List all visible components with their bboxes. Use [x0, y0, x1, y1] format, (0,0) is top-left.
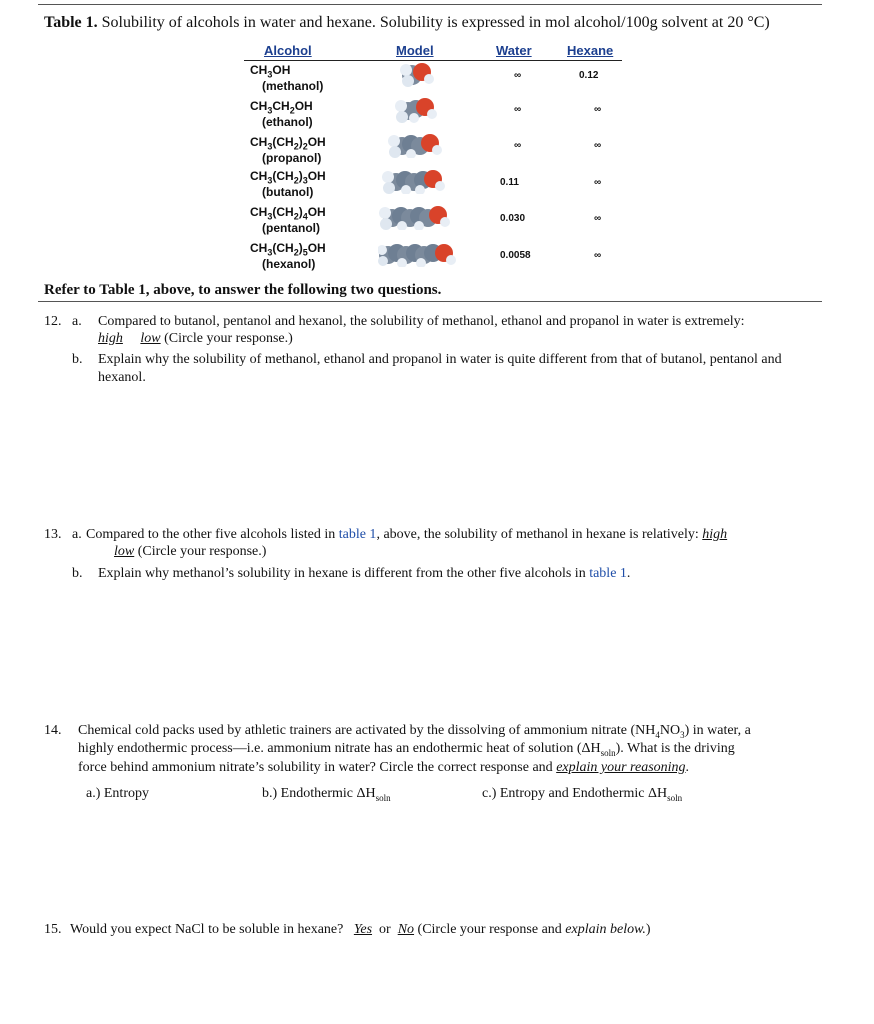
instruction-rule: [38, 301, 822, 302]
water-ethanol: ∞: [514, 104, 522, 115]
water-hexanol: 0.0058: [500, 250, 531, 261]
q14-number: 14.: [44, 723, 62, 738]
water-pentanol: 0.030: [500, 213, 526, 224]
q13-b-text-start: Explain why methanol’s solubility in hexane is different from the other five alcohols in: [98, 566, 586, 581]
header-hexane: Hexane: [567, 43, 614, 58]
q12-option-low[interactable]: low: [140, 331, 161, 346]
hexane-propanol: ∞: [594, 140, 602, 151]
q13-a-text-start: Compared to the other five alcohols listed in: [86, 527, 336, 542]
q15-option-yes[interactable]: Yes: [353, 922, 373, 937]
water-propanol: ∞: [514, 140, 522, 151]
formula-ethanol: [250, 100, 313, 128]
formula-text: $CH_3(CH_2)_2OH$: [250, 135, 326, 152]
butanol-model: [378, 168, 464, 194]
q13-a-label: a.: [72, 527, 82, 542]
formula-text: $CH_3(CH_2)_5OH$: [250, 241, 326, 258]
header-rule: [244, 60, 622, 61]
water-butanol: 0.11: [500, 177, 519, 188]
propanol-model: [378, 132, 464, 158]
formula-hexanol: [250, 242, 326, 270]
q15-question: Would you expect NaCl to be soluble in hexane?: [70, 922, 344, 937]
header-model: Model: [396, 43, 434, 58]
q13-b-text: [98, 565, 630, 583]
table-caption: [44, 14, 770, 32]
q14-line-1: Chemical cold packs used by athletic trainers are activated by the dissolving of ammonium nitrate $(NH_4NO_3)$ in water, a: [78, 723, 751, 740]
q13-a-text: [86, 526, 727, 544]
hexane-methanol: 0.12: [579, 70, 599, 81]
q12-b-text: Explain why the solubility of methanol, ethanol and propanol in water is quite different from that of butanol, pentanol and hexanol.: [98, 352, 782, 385]
q14-line-2: highly endothermic process—i.e. ammonium nitrate has an endothermic heat of solution $(\Delta H_{soln})$. What is the driving: [78, 741, 735, 758]
q14-explain-emphasis: explain your reasoning: [556, 760, 686, 775]
q14-option-a[interactable]: a.) Entropy: [86, 786, 149, 801]
formula-propanol: [250, 136, 326, 164]
q13-a-options: [114, 543, 266, 561]
alcohol-name: (butanol): [262, 185, 314, 200]
q14-option-b[interactable]: b.) Endothermic $\Delta H_{soln}$: [262, 786, 391, 803]
hexane-pentanol: ∞: [594, 213, 602, 224]
formula-text: $CH_3CH_2OH$: [250, 99, 313, 116]
q13-option-high[interactable]: high: [702, 527, 728, 542]
q15-text: Would you expect NaCl to be soluble in hexane? Yes or No (Circle your response and explain below.): [70, 922, 651, 937]
q12-a-label: a.: [72, 314, 82, 329]
ethanol-model: [378, 97, 464, 123]
q13-option-low[interactable]: low: [114, 544, 135, 559]
q13-b-end: .: [626, 566, 631, 581]
q15-tail-emphasis: explain below.: [565, 922, 646, 937]
hexanol-model: [378, 241, 464, 267]
q12-b-label: b.: [72, 352, 83, 367]
q13-b-label: b.: [72, 566, 83, 581]
instruction: Refer to Table 1, above, to answer the following two questions.: [44, 282, 442, 298]
formula-pentanol: [250, 206, 326, 234]
alcohol-name: (ethanol): [262, 115, 313, 130]
q12-a-options: [98, 330, 293, 348]
formula-methanol: [250, 64, 323, 92]
q12-option-high[interactable]: high: [98, 331, 123, 346]
formula-text: $CH_3(CH_2)_4OH$: [250, 205, 326, 222]
alcohol-name: (hexanol): [262, 257, 316, 272]
q15-option-no[interactable]: No: [397, 922, 415, 937]
q12-a-tail: (Circle your response.): [164, 331, 293, 346]
q13-table-link[interactable]: table 1: [338, 527, 377, 542]
hexane-butanol: ∞: [594, 177, 602, 188]
hexane-ethanol: ∞: [594, 104, 602, 115]
q13-number: 13.: [44, 527, 62, 542]
q15-tail: (Circle your response and: [417, 922, 562, 937]
table-caption-label: Table 1.: [44, 14, 98, 31]
table-caption-text: Solubility of alcohols in water and hexane. Solubility is expressed in mol alcohol/100g solvent at 20 °C): [101, 14, 770, 31]
formula-text: $CH_3OH$: [250, 63, 291, 80]
hexane-hexanol: ∞: [594, 250, 602, 261]
formula-butanol: [250, 170, 326, 198]
q15-number: 15.: [44, 922, 62, 937]
q12-number: 12.: [44, 314, 62, 329]
methanol-model: [378, 62, 464, 88]
q14-option-c[interactable]: c.) Entropy and Endothermic $\Delta H_{soln}$: [482, 786, 683, 803]
q14-line-3: force behind ammonium nitrate’s solubility in water? Circle the correct response and explain your reasoning.: [78, 760, 690, 775]
q13-a-tail: (Circle your response.): [137, 544, 267, 559]
q13-b-table-link[interactable]: table 1: [589, 566, 627, 581]
alcohol-name: (methanol): [262, 79, 324, 94]
pentanol-model: [378, 204, 464, 230]
water-methanol: ∞: [514, 70, 522, 81]
formula-text: $CH_3(CH_2)_3OH$: [250, 169, 326, 186]
q13-a-text-end: , above, the solubility of methanol in hexane is relatively:: [376, 527, 699, 542]
header-water: Water: [496, 43, 532, 58]
alcohol-name: (propanol): [262, 151, 322, 166]
top-rule: [38, 4, 822, 5]
header-alcohol: Alcohol: [264, 43, 312, 58]
q12-a-text: Compared to butanol, pentanol and hexanol, the solubility of methanol, ethanol and propanol in water is extremely:: [98, 314, 745, 329]
alcohol-name: (pentanol): [262, 221, 320, 236]
q15-or: or: [379, 922, 391, 937]
